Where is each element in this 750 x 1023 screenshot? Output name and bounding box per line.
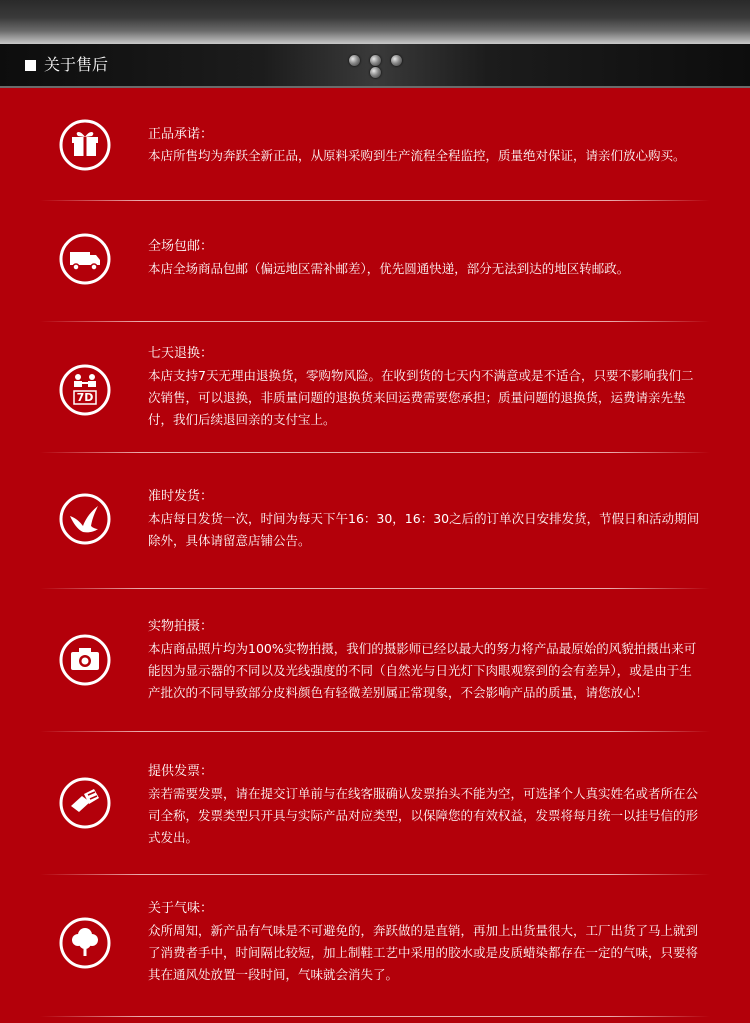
dove-icon [58,492,112,546]
service-description: 众所周知，新产品有气味是不可避免的，奔跃做的是直销，再加上出货量很大，工厂出货了马上就到了消费者手中，时间隔比较短，加上制鞋工艺中采用的胶水或是皮质蜡染都存在一定的气味，只要将其在通风处放置一段时间，气味就会消失了。 [148,923,699,982]
gift-icon [58,118,112,172]
section-header [0,44,750,88]
service-description: 本店所售均为奔跃全新正品，从原料采购到生产流程全程监控，质量绝对保证，请亲们放心购买。 [148,148,686,163]
service-description: 本店支持7天无理由退换货，零购物风险。在收到货的七天内不满意或是不适合，只要不影响我们二次销售，可以退换，非质量问题的退换货来回运费需要您承担；质量问题的退换货，运费请亲先垫付，我们后续退回亲的支付宝上。 [148,368,694,427]
divider [40,588,710,589]
service-title: 关于气味： [148,901,214,916]
divider [40,731,710,732]
top-gradient-strip [0,0,750,44]
truck-icon [58,232,112,286]
service-list [0,88,750,1023]
svg-text:7D: 7D [76,391,94,404]
divider [40,452,710,453]
service-description: 本店全场商品包邮（偏远地区需补邮差），优先圆通快递，部分无法到达的地区转邮政。 [148,261,630,276]
service-description: 本店每日发货一次，时间为每天下午16：30，16：30之后的订单次日安排发货，节假日和活动期间除外，具体请留意店铺公告。 [148,511,700,548]
invoice-icon [58,776,112,830]
header-dots-ornament [345,52,405,82]
service-description: 亲若需要发票，请在提交订单前与在线客服确认发票抬头不能为空，可选择个人真实姓名或者所在公司全称，发票类型只开具与实际产品对应类型，以保障您的有效权益，发票将每月统一以挂号信的形式发出。 [148,786,699,845]
ornament-dot [370,55,381,66]
section-title: 关于售后 [44,55,109,74]
service-title: 七天退换： [148,346,214,361]
divider [40,874,710,875]
seven-day-return-icon [58,363,112,417]
header-square-bullet [25,60,36,71]
service-description: 本店商品照片均为100%实物拍摄，我们的摄影师已经以最大的努力将产品最原始的风貌拍摄出来可能因为显示器的不同以及光线强度的不同（自然光与日光灯下肉眼观察到的会有差异），或是由于生产批次的不同导致部分皮料颜色有轻微差别属正常现象，不会影响产品的质量，请您放心！ [148,641,697,700]
service-title: 准时发货： [148,489,214,504]
divider [40,1016,710,1017]
camera-icon [58,633,112,687]
service-title: 提供发票： [148,764,214,779]
service-title: 全场包邮： [148,239,214,254]
divider [40,321,710,322]
ornament-dot [391,55,402,66]
divider [40,200,710,201]
ornament-dot [370,67,381,78]
service-title: 实物拍摄： [148,619,214,634]
service-title: 正品承诺： [148,127,214,142]
tree-icon [58,916,112,970]
ornament-dot [349,55,360,66]
